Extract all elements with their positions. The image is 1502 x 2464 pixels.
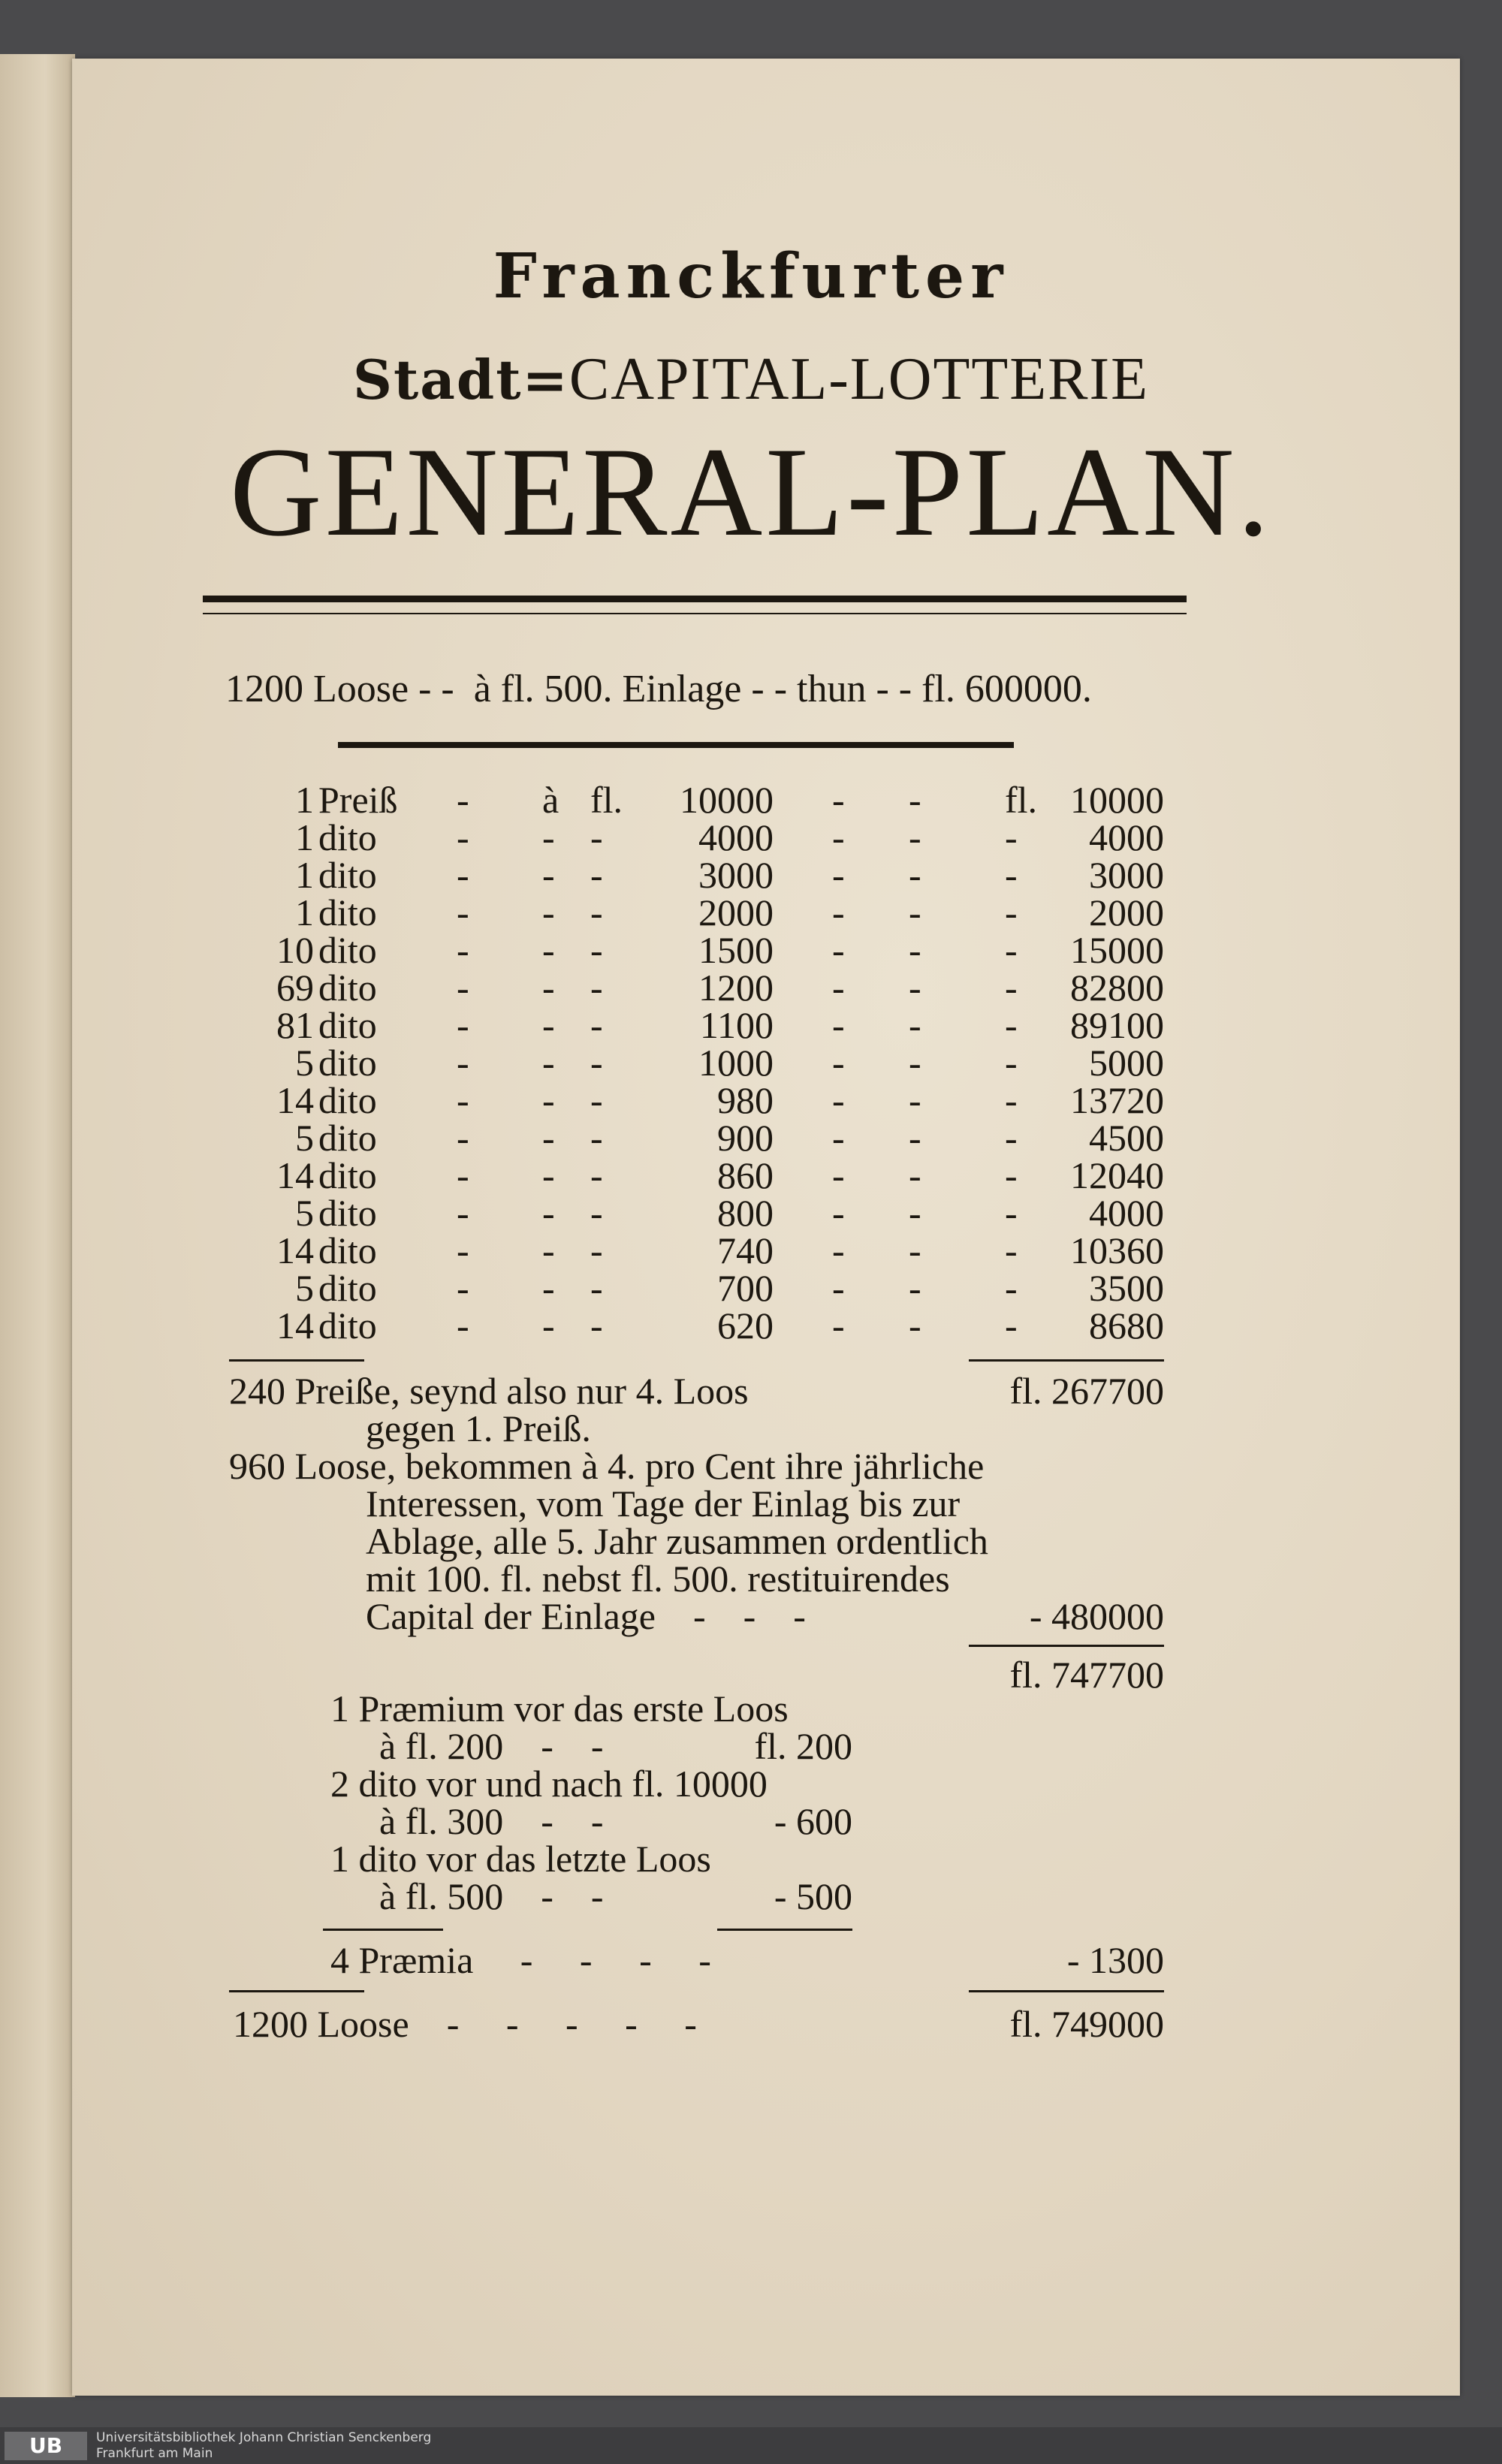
- title-line-2-fraktur: Stadt=: [353, 348, 569, 412]
- prize-amount: 1200: [698, 967, 774, 1009]
- prize-d2: -: [542, 1192, 555, 1234]
- prize-row: [225, 856, 1164, 894]
- prize-label: dito: [318, 1079, 377, 1121]
- prize-total: 82800: [1070, 967, 1164, 1009]
- prize-label: dito: [318, 1304, 377, 1347]
- prize-d2: -: [542, 1042, 555, 1084]
- prize-d4: -: [832, 816, 845, 858]
- prize-amount: 2000: [698, 891, 774, 933]
- prize-total: 13720: [1070, 1079, 1164, 1121]
- prize-total: 10360: [1070, 1229, 1164, 1271]
- premia-total-amount: - 1300: [1066, 1939, 1164, 1981]
- final-amount: fl. 749000: [1009, 2003, 1164, 2045]
- prize-d4: -: [832, 967, 845, 1009]
- prize-d2: -: [542, 854, 555, 896]
- prize-d6: -: [1005, 1192, 1018, 1234]
- premium-amount-3: - 500: [774, 1875, 852, 1917]
- prize-d1: -: [457, 1154, 469, 1196]
- prize-d1: -: [457, 1267, 469, 1309]
- prize-d2: -: [542, 1229, 555, 1271]
- total-underline: [969, 1359, 1164, 1362]
- prize-d4: -: [832, 854, 845, 896]
- prize-d2: -: [542, 891, 555, 933]
- prize-d6: -: [1005, 1079, 1018, 1121]
- prize-d3: -: [590, 816, 603, 858]
- library-logo: UB: [5, 2432, 87, 2460]
- prize-d3: -: [590, 1117, 603, 1159]
- premium-line-1b: à fl. 200 - -: [379, 1725, 604, 1767]
- prize-amount: 1500: [698, 929, 774, 971]
- prize-d4: -: [832, 1004, 845, 1046]
- prize-d5: -: [909, 816, 921, 858]
- prize-row: [225, 816, 1164, 858]
- prize-d3: -: [590, 854, 603, 896]
- prize-row: [225, 1304, 1164, 1347]
- prize-d4: -: [832, 1154, 845, 1196]
- prize-d1: -: [457, 929, 469, 971]
- prize-d1: -: [457, 1004, 469, 1046]
- prize-d5: -: [909, 854, 921, 896]
- prize-row: [225, 1269, 1164, 1307]
- prize-count: 5: [295, 1042, 314, 1084]
- summary-prizes-line1: 240 Preiße, seynd also nur 4. Loos: [229, 1370, 749, 1412]
- prize-d3: -: [590, 1004, 603, 1046]
- prize-d4: -: [832, 1117, 845, 1159]
- library-credit-line-2: Frankfurt am Main: [96, 2446, 213, 2461]
- prize-total: 15000: [1070, 929, 1164, 971]
- prize-d3: -: [590, 1154, 603, 1196]
- prize-row: [225, 1042, 1164, 1084]
- summary-interest-line-2: Ablage, alle 5. Jahr zusammen ordentlich: [366, 1520, 988, 1562]
- prize-label: dito: [318, 1042, 377, 1084]
- prize-d6: -: [1005, 1229, 1018, 1271]
- prize-total: 89100: [1070, 1004, 1164, 1046]
- prize-count: 81: [276, 1004, 314, 1046]
- prize-row: [225, 967, 1164, 1009]
- prize-amount: 4000: [698, 816, 774, 858]
- prize-d1: -: [457, 1192, 469, 1234]
- prize-count: 1: [295, 891, 314, 933]
- prize-count: 5: [295, 1192, 314, 1234]
- prize-d1: -: [457, 891, 469, 933]
- prize-d6: -: [1005, 854, 1018, 896]
- prize-d4: -: [832, 779, 845, 821]
- prize-d2: -: [542, 1304, 555, 1347]
- prize-total: 10000: [1070, 779, 1164, 821]
- prize-d5: -: [909, 891, 921, 933]
- prize-amount: 860: [717, 1154, 774, 1196]
- prize-d6: -: [1005, 891, 1018, 933]
- prize-total: 4500: [1089, 1117, 1164, 1159]
- premium-line-3b: à fl. 500 - -: [379, 1875, 604, 1917]
- prize-d4: -: [832, 1229, 845, 1271]
- prize-label: dito: [318, 1192, 377, 1234]
- prize-row: [225, 1229, 1164, 1271]
- prize-label: dito: [318, 854, 377, 896]
- prize-d1: -: [457, 1042, 469, 1084]
- prize-total: 3500: [1089, 1267, 1164, 1309]
- prize-total: 3000: [1089, 854, 1164, 896]
- prize-label: dito: [318, 967, 377, 1009]
- prize-d4: -: [832, 1192, 845, 1234]
- prize-table: [225, 779, 1164, 1347]
- prize-count: 1: [295, 779, 314, 821]
- prize-label: dito: [318, 929, 377, 971]
- title-line-1: Franckfurter: [493, 240, 1009, 312]
- final-label: 1200 Loose - - - - -: [233, 2003, 697, 2045]
- prize-d1: -: [457, 1079, 469, 1121]
- library-credit-line-1: Universitätsbibliothek Johann Christian Senckenberg: [96, 2430, 432, 2445]
- premia-amount-rule: [717, 1929, 852, 1931]
- prize-count: 1: [295, 854, 314, 896]
- prize-d2: -: [542, 1154, 555, 1196]
- prize-d3: -: [590, 891, 603, 933]
- prize-d2: -: [542, 816, 555, 858]
- prize-row: [225, 1006, 1164, 1044]
- prize-d3: -: [590, 1042, 603, 1084]
- prize-d4: -: [832, 929, 845, 971]
- premium-line-2: 2 dito vor und nach fl. 10000: [330, 1763, 768, 1805]
- summary-prizes-total: fl. 267700: [1009, 1370, 1164, 1412]
- prize-label: Preiß: [318, 779, 398, 821]
- premium-line-2b: à fl. 300 - -: [379, 1800, 604, 1842]
- prize-label: dito: [318, 1229, 377, 1271]
- library-credit: [96, 2430, 431, 2462]
- prize-row: [225, 1119, 1164, 1157]
- prize-d6: -: [1005, 929, 1018, 971]
- prize-count: 14: [276, 1154, 314, 1196]
- prize-d2: -: [542, 1117, 555, 1159]
- prize-amount: 980: [717, 1079, 774, 1121]
- prize-row: [225, 1154, 1164, 1196]
- final-count-rule: [229, 1990, 364, 1992]
- prize-count: 14: [276, 1304, 314, 1347]
- title-rule-thin: [203, 613, 1187, 614]
- prize-d2: -: [542, 1004, 555, 1046]
- title-line-2-roman: CAPITAL-LOTTERIE: [569, 346, 1149, 412]
- summary-interest-line-3: mit 100. fl. nebst fl. 500. restituirendes: [366, 1558, 950, 1600]
- prize-d1: -: [457, 779, 469, 821]
- prize-d5: -: [909, 1154, 921, 1196]
- prize-row: [225, 1081, 1164, 1119]
- prize-count: 5: [295, 1267, 314, 1309]
- prize-amount: 740: [717, 1229, 774, 1271]
- premium-amount-2: - 600: [774, 1800, 852, 1842]
- prize-d1: -: [457, 854, 469, 896]
- summary-interest-line-0: 960 Loose, bekommen à 4. pro Cent ihre jährliche: [229, 1445, 985, 1487]
- prize-d1: -: [457, 1117, 469, 1159]
- prize-d5: -: [909, 1267, 921, 1309]
- prize-d3: -: [590, 1229, 603, 1271]
- summary-interest-line-4: Capital der Einlage - - -: [366, 1595, 806, 1637]
- prize-d5: -: [909, 1229, 921, 1271]
- prize-label: dito: [318, 1154, 377, 1196]
- prize-count: 69: [276, 967, 314, 1009]
- prize-amount: 620: [717, 1304, 774, 1347]
- prize-d2: -: [542, 1079, 555, 1121]
- prize-d5: -: [909, 779, 921, 821]
- prize-d6: -: [1005, 816, 1018, 858]
- prize-d6: -: [1005, 1267, 1018, 1309]
- prize-d5: -: [909, 1079, 921, 1121]
- premium-line-1: 1 Præmium vor das erste Loos: [330, 1687, 789, 1730]
- prize-d3: -: [590, 1304, 603, 1347]
- prize-d1: -: [457, 967, 469, 1009]
- prize-d6: -: [1005, 1154, 1018, 1196]
- title-line-3: GENERAL-PLAN.: [229, 421, 1273, 562]
- prize-d3: -: [590, 1192, 603, 1234]
- prize-label: dito: [318, 1267, 377, 1309]
- prize-d4: -: [832, 1267, 845, 1309]
- prize-total: 5000: [1089, 1042, 1164, 1084]
- final-total-rule: [969, 1990, 1164, 1992]
- prize-d1: -: [457, 816, 469, 858]
- summary-prizes-line2: gegen 1. Preiß.: [366, 1407, 591, 1449]
- prize-d6: -: [1005, 1042, 1018, 1084]
- prize-d6: -: [1005, 1004, 1018, 1046]
- prize-count: 14: [276, 1229, 314, 1271]
- prize-total: 8680: [1089, 1304, 1164, 1347]
- prize-row: [225, 1194, 1164, 1232]
- prize-d5: -: [909, 1117, 921, 1159]
- premium-amount-1: fl. 200: [754, 1725, 852, 1767]
- prize-count: 1: [295, 816, 314, 858]
- summary-interest-line-1: Interessen, vom Tage der Einlag bis zur: [366, 1482, 961, 1525]
- title-line-2: [0, 345, 1502, 414]
- lead-rule: [338, 742, 1014, 748]
- prize-count: 5: [295, 1117, 314, 1159]
- prize-label: dito: [318, 891, 377, 933]
- prize-d4: -: [832, 1042, 845, 1084]
- prize-amount: 10000: [680, 779, 774, 821]
- subtotal-rule: [969, 1645, 1164, 1647]
- prize-d2: à: [542, 779, 559, 821]
- summary-interest-total: - 480000: [1029, 1595, 1164, 1637]
- prize-total: 12040: [1070, 1154, 1164, 1196]
- prize-d5: -: [909, 1004, 921, 1046]
- prize-d4: -: [832, 1304, 845, 1347]
- prize-d4: -: [832, 891, 845, 933]
- prize-d3: -: [590, 967, 603, 1009]
- title-rule-thick: [203, 596, 1187, 602]
- prize-amount: 800: [717, 1192, 774, 1234]
- prize-row: [225, 781, 1164, 819]
- prize-total: 4000: [1089, 816, 1164, 858]
- prize-d4: -: [832, 1079, 845, 1121]
- premium-line-3: 1 dito vor das letzte Loos: [330, 1838, 711, 1880]
- prize-d5: -: [909, 1042, 921, 1084]
- premia-total-line: 4 Præmia - - - -: [330, 1939, 711, 1981]
- prize-d6: -: [1005, 1117, 1018, 1159]
- prize-total: 2000: [1089, 891, 1164, 933]
- prize-row: [225, 891, 1164, 933]
- prize-d6: fl.: [1005, 779, 1038, 821]
- prize-label: dito: [318, 816, 377, 858]
- premia-count-rule: [323, 1929, 443, 1931]
- count-underline: [229, 1359, 364, 1362]
- lead-line: 1200 Loose - - à fl. 500. Einlage - - thun - - fl. 600000.: [225, 668, 1092, 710]
- prize-amount: 900: [717, 1117, 774, 1159]
- prize-d6: -: [1005, 1304, 1018, 1347]
- prize-d5: -: [909, 1304, 921, 1347]
- prize-amount: 700: [717, 1267, 774, 1309]
- prize-d5: -: [909, 929, 921, 971]
- prize-amount: 1000: [698, 1042, 774, 1084]
- prize-count: 14: [276, 1079, 314, 1121]
- prize-total: 4000: [1089, 1192, 1164, 1234]
- prize-amount: 3000: [698, 854, 774, 896]
- prize-d3: -: [590, 929, 603, 971]
- prize-count: 10: [276, 929, 314, 971]
- prize-row: [225, 931, 1164, 969]
- prize-label: dito: [318, 1117, 377, 1159]
- prize-d6: -: [1005, 967, 1018, 1009]
- prize-d1: -: [457, 1229, 469, 1271]
- prize-d1: -: [457, 1304, 469, 1347]
- prize-d2: -: [542, 967, 555, 1009]
- prize-d3: -: [590, 1079, 603, 1121]
- prize-d2: -: [542, 929, 555, 971]
- prize-d2: -: [542, 1267, 555, 1309]
- summary-subtotal: fl. 747700: [1009, 1654, 1164, 1696]
- prize-label: dito: [318, 1004, 377, 1046]
- prize-amount: 1100: [699, 1004, 774, 1046]
- prize-d3: fl.: [590, 779, 623, 821]
- prize-d3: -: [590, 1267, 603, 1309]
- prize-d5: -: [909, 1192, 921, 1234]
- prize-d5: -: [909, 967, 921, 1009]
